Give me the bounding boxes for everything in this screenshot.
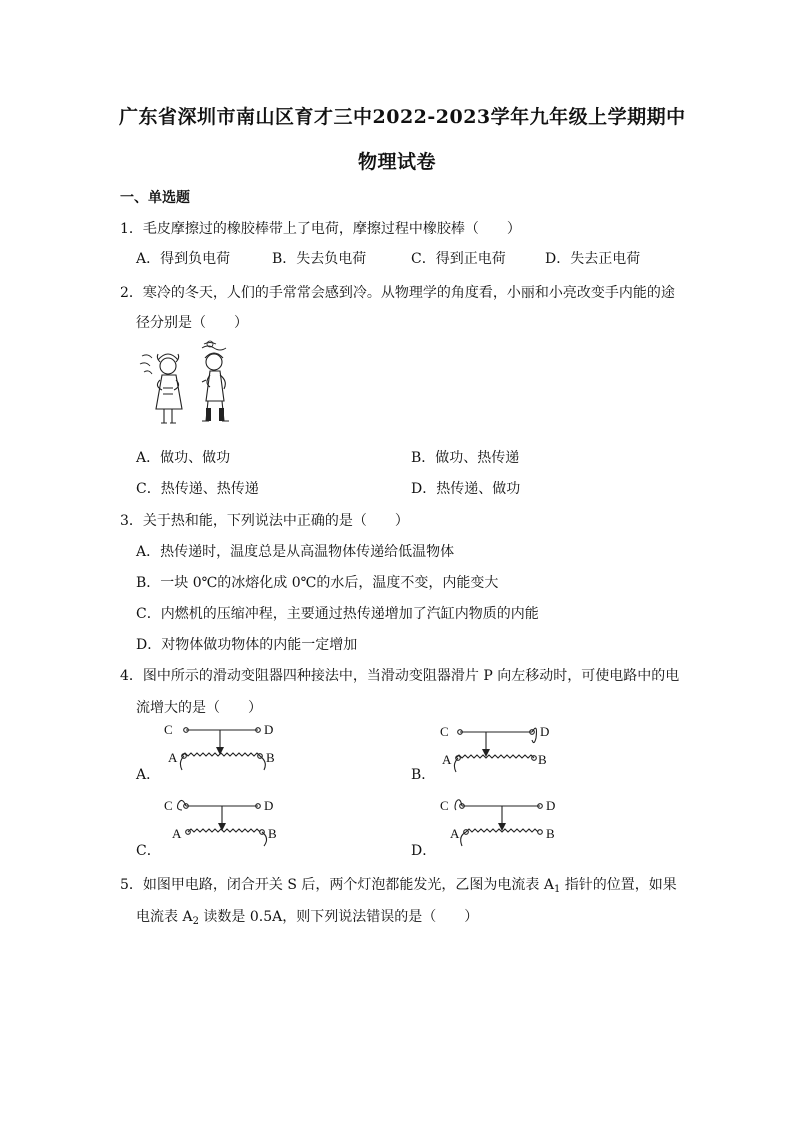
question-5-line1-pre: 5．如图甲电路，闭合开关 S 后，两个灯泡都能发光，乙图为电流表 A — [120, 877, 554, 893]
terminal-label-b: B — [538, 752, 547, 767]
question-3-option-d: D．对物体做功物体的内能一定增加 — [136, 637, 358, 653]
cold-hands-illustration — [136, 342, 246, 432]
terminal-label-c: C — [164, 722, 173, 737]
question-5-line2-post: 读数是 0.5A，则下列说法错误的是（ ） — [198, 909, 479, 925]
terminal-label-d: D — [264, 722, 274, 737]
terminal-label-d: D — [540, 724, 550, 739]
section-heading: 一、单选题 — [120, 190, 190, 206]
question-4-stem-line2: 流增大的是（ ） — [136, 700, 262, 716]
terminal-label-c: C — [164, 798, 173, 813]
question-2-option-c: C．热传递、热传递 — [136, 481, 259, 497]
rheostat-diagram-b — [434, 722, 554, 778]
terminal-label-b: B — [268, 826, 277, 841]
question-1-option-a: A．得到负电荷 — [136, 251, 231, 267]
terminal-label-a: A — [442, 752, 452, 767]
terminal-label-a: A — [172, 826, 182, 841]
question-4-stem-line1: 4．图中所示的滑动变阻器四种接法中，当滑动变阻器滑片 P 向左移动时，可使电路中的电 — [120, 668, 680, 684]
terminal-label-d: D — [264, 798, 274, 813]
terminal-label-c: C — [440, 724, 449, 739]
question-1-option-d: D．失去正电荷 — [545, 251, 641, 267]
question-4-option-c: C． — [136, 843, 161, 859]
question-1-option-b: B．失去负电荷 — [272, 251, 367, 267]
question-3-option-c: C．内燃机的压缩冲程，主要通过热传递增加了汽缸内物质的内能 — [136, 606, 539, 622]
page-title-line1: 广东省深圳市南山区育才三中2022-2023学年九年级上学期期中 — [119, 106, 686, 128]
question-5-line1-post: 指针的位置，如果 — [560, 877, 677, 893]
page-title-line2: 物理试卷 — [358, 151, 437, 173]
rheostat-diagram-c — [160, 796, 280, 852]
rheostat-diagram-a — [160, 720, 280, 776]
question-2-option-b: B．做功、热传递 — [411, 450, 520, 466]
terminal-label-c: C — [440, 798, 449, 813]
question-2-option-a: A．做功、做功 — [136, 450, 231, 466]
question-5-line2-pre: 电流表 A — [136, 909, 193, 925]
question-5-stem-line1 — [120, 874, 677, 895]
question-4-option-a: A． — [136, 767, 161, 783]
question-3-option-b: B．一块 0℃的冰熔化成 0℃的水后，温度不变，内能变大 — [136, 575, 499, 591]
terminal-label-b: B — [266, 750, 275, 765]
rheostat-diagram-d — [436, 796, 556, 852]
question-2-stem-line2: 径分别是（ ） — [136, 315, 248, 331]
question-2-stem-line1: 2．寒冷的冬天，人们的手常常会感到冷。从物理学的角度看，小丽和小亮改变手内能的途 — [120, 285, 675, 301]
terminal-label-b: B — [546, 826, 555, 841]
question-4-option-d: D． — [411, 843, 437, 859]
question-5-line2-sub: 2 — [192, 916, 199, 927]
question-3-stem: 3．关于热和能，下列说法中正确的是（ ） — [120, 513, 409, 529]
question-1-stem: 1．毛皮摩擦过的橡胶棒带上了电荷，摩擦过程中橡胶棒（ ） — [120, 221, 521, 237]
terminal-label-a: A — [168, 750, 178, 765]
question-4-option-b: B． — [411, 767, 436, 783]
question-3-option-a: A．热传递时，温度总是从高温物体传递给低温物体 — [136, 544, 455, 560]
question-5-line1-sub: 1 — [553, 884, 561, 895]
terminal-label-d: D — [546, 798, 556, 813]
question-1-option-c: C．得到正电荷 — [411, 251, 506, 267]
question-5-stem-line2 — [136, 906, 478, 927]
terminal-label-a: A — [450, 826, 460, 841]
question-2-option-d: D．热传递、做功 — [411, 481, 521, 497]
